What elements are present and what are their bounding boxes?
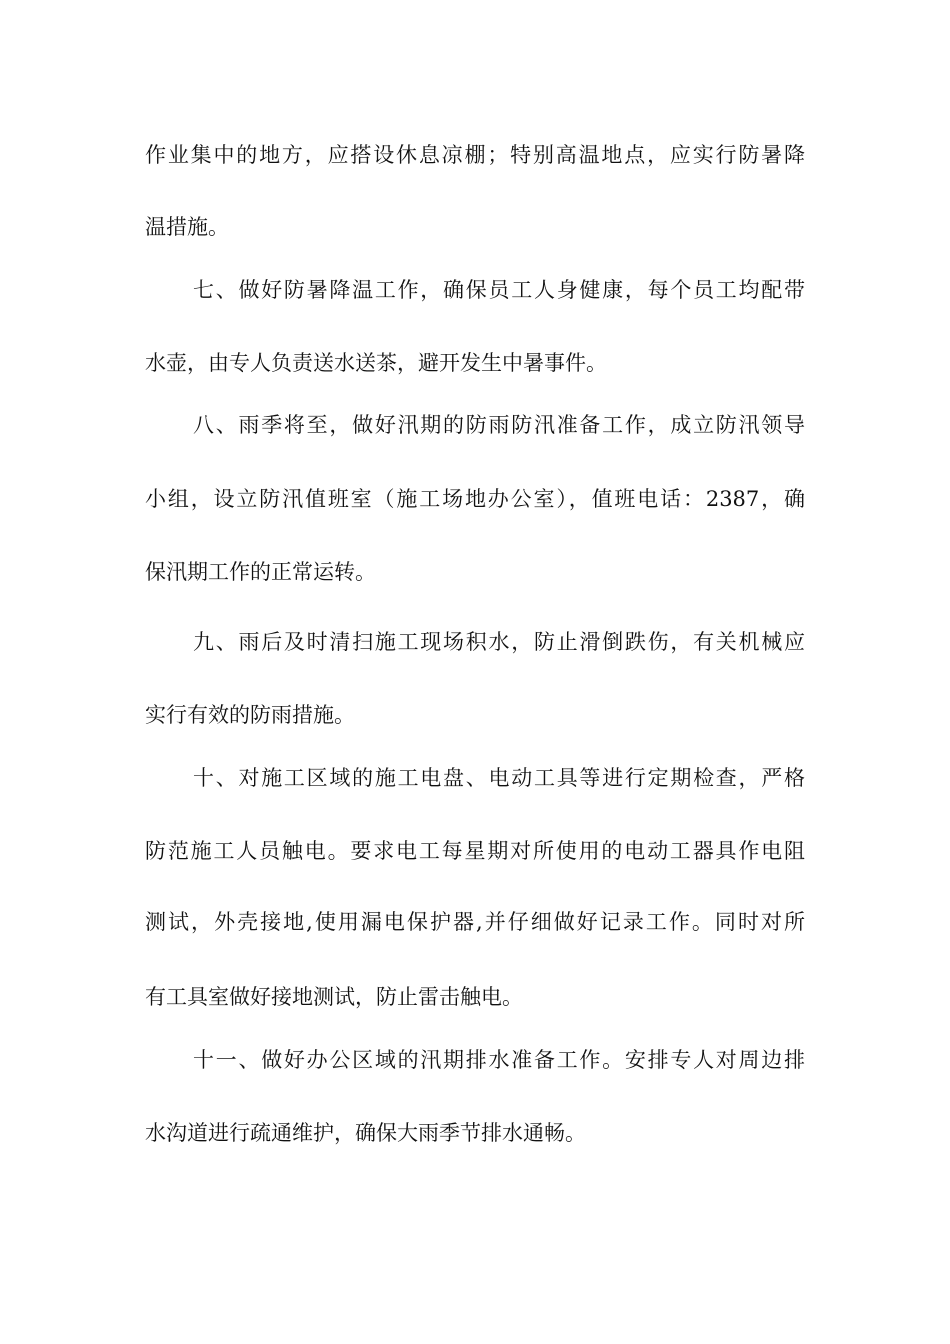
paragraph-7-line: 七、做好防暑降温工作，确保员工人身健康，每个员工均配带 — [193, 278, 805, 302]
paragraph-line: 小组，设立防汛值班室（施工场地办公室），值班电话：2387，确 — [145, 487, 805, 511]
paragraph-10-line: 十、对施工区域的施工电盘、电动工具等进行定期检查，严格 — [193, 766, 805, 790]
paragraph-line: 防范施工人员触电。要求电工每星期对所使用的电动工器具作电阻 — [145, 839, 805, 863]
paragraph-9-line: 九、雨后及时清扫施工现场积水，防止滑倒跌伤，有关机械应 — [193, 630, 805, 654]
paragraph-line: 有工具室做好接地测试，防止雷击触电。 — [145, 985, 523, 1009]
paragraph-line: 水沟道进行疏通维护，确保大雨季节排水通畅。 — [145, 1121, 586, 1145]
paragraph-line: 实行有效的防雨措施。 — [145, 703, 355, 727]
paragraph-line: 保汛期工作的正常运转。 — [145, 560, 376, 584]
paragraph-line: 测试，外壳接地,使用漏电保护器,并仔细做好记录工作。同时对所 — [145, 910, 805, 934]
paragraph-11-line: 十一、做好办公区域的汛期排水准备工作。安排专人对周边排 — [193, 1048, 805, 1072]
paragraph-line: 温措施。 — [145, 215, 229, 239]
paragraph-line: 水壶，由专人负责送水送茶，避开发生中暑事件。 — [145, 351, 607, 375]
paragraph-8-line: 八、雨季将至，做好汛期的防雨防汛准备工作，成立防汛领导 — [193, 413, 805, 437]
paragraph-line: 作业集中的地方，应搭设休息凉棚；特别高温地点，应实行防暑降 — [145, 143, 805, 167]
